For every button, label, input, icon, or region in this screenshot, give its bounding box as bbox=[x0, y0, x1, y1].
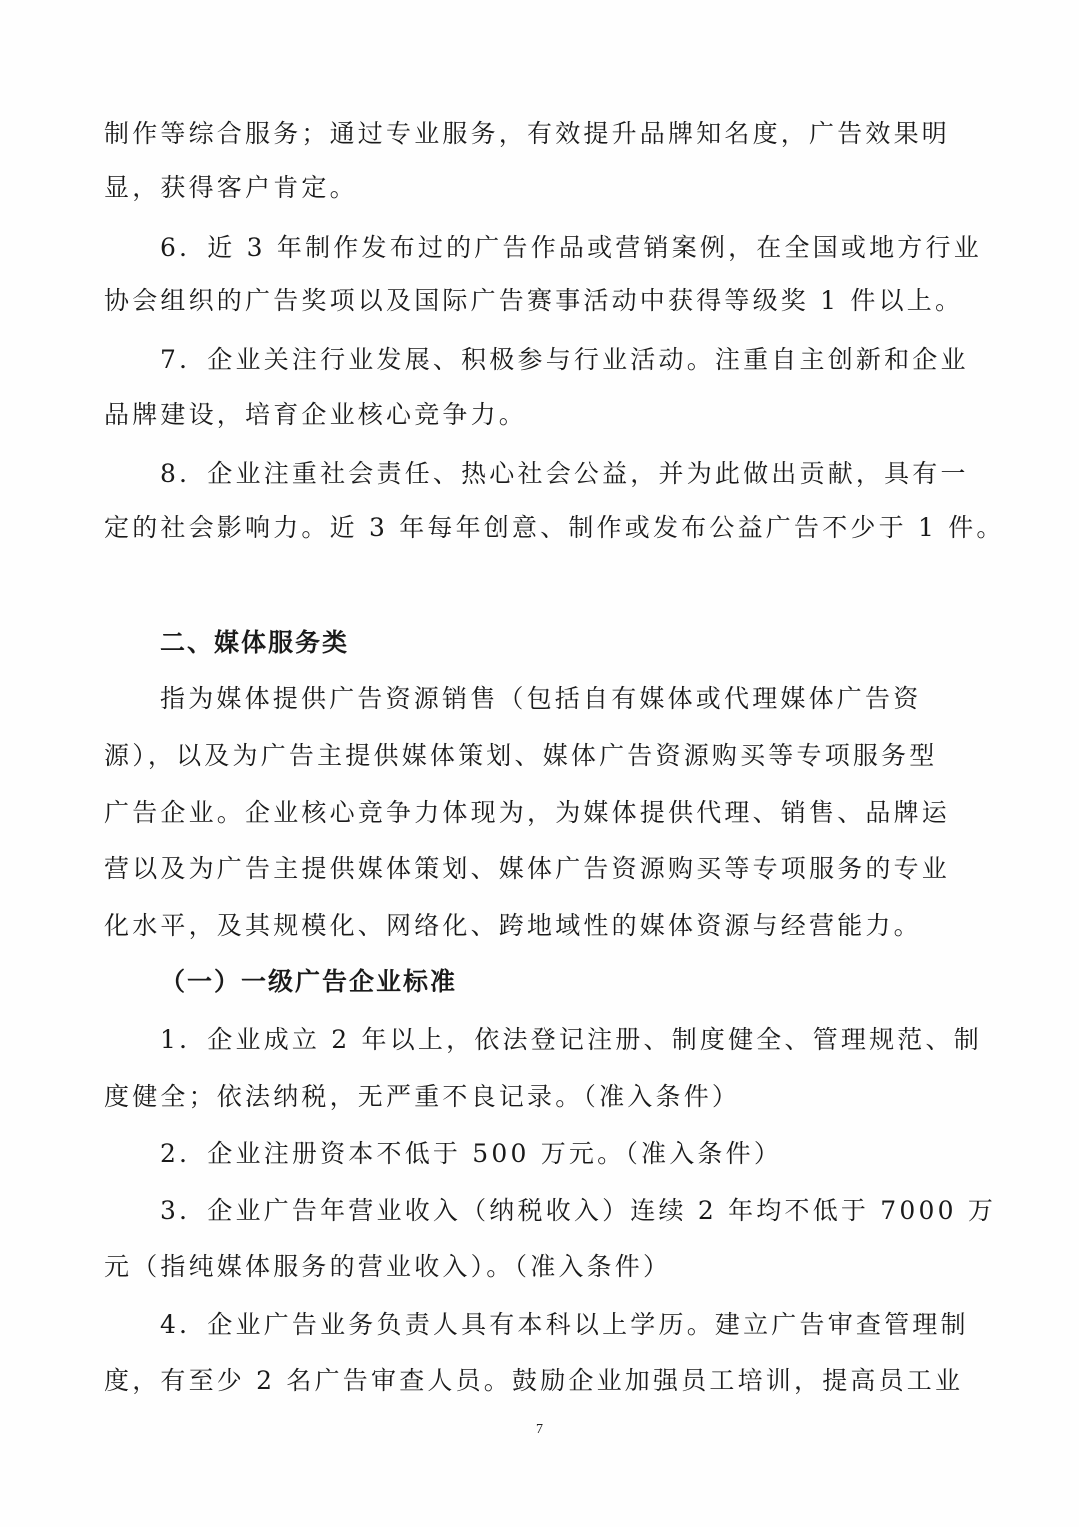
paragraph-line: 化水平，及其规模化、网络化、跨地域性的媒体资源与经营能力。 bbox=[104, 911, 922, 940]
section-heading: 二、媒体服务类 bbox=[160, 628, 350, 657]
paragraph-line: 制作等综合服务；通过专业服务，有效提升品牌知名度，广告效果明 bbox=[104, 119, 951, 148]
paragraph-line: 显，获得客户肯定。 bbox=[104, 173, 358, 202]
paragraph-line: 定的社会影响力。近 3 年每年创意、制作或发布公益广告不少于 1 件。 bbox=[104, 513, 1005, 542]
paragraph-line: 品牌建设，培育企业核心竞争力。 bbox=[104, 400, 528, 429]
paragraph-line: 度健全；依法纳税，无严重不良记录。（准入条件） bbox=[104, 1082, 741, 1111]
paragraph-line: 7．企业关注行业发展、积极参与行业活动。注重自主创新和企业 bbox=[160, 345, 969, 374]
paragraph-line: 元（指纯媒体服务的营业收入）。（准入条件） bbox=[104, 1252, 672, 1281]
paragraph-line: 4．企业广告业务负责人具有本科以上学历。建立广告审查管理制 bbox=[160, 1310, 969, 1339]
paragraph-line: 指为媒体提供广告资源销售（包括自有媒体或代理媒体广告资 bbox=[160, 684, 922, 713]
paragraph-line: 8．企业注重社会责任、热心社会公益，并为此做出贡献，具有一 bbox=[160, 459, 969, 488]
paragraph-line: 1．企业成立 2 年以上，依法登记注册、制度健全、管理规范、制 bbox=[160, 1025, 982, 1054]
paragraph-line: 6．近 3 年制作发布过的广告作品或营销案例，在全国或地方行业 bbox=[160, 233, 982, 262]
paragraph-line: 协会组织的广告奖项以及国际广告赛事活动中获得等级奖 1 件以上。 bbox=[104, 286, 964, 315]
paragraph-line: 3．企业广告年营业收入（纳税收入）连续 2 年均不低于 7000 万 bbox=[160, 1196, 997, 1225]
paragraph-line: 源），以及为广告主提供媒体策划、媒体广告资源购买等专项服务型 bbox=[104, 741, 938, 770]
paragraph-line: 度，有至少 2 名广告审查人员。鼓励企业加强员工培训，提高员工业 bbox=[104, 1366, 964, 1395]
page-number: 7 bbox=[536, 1422, 543, 1437]
paragraph-line: 2．企业注册资本不低于 500 万元。（准入条件） bbox=[160, 1139, 783, 1168]
paragraph-line: 营以及为广告主提供媒体策划、媒体广告资源购买等专项服务的专业 bbox=[104, 854, 951, 883]
subsection-heading: （一）一级广告企业标准 bbox=[160, 967, 458, 996]
paragraph-line: 广告企业。企业核心竞争力体现为，为媒体提供代理、销售、品牌运 bbox=[104, 798, 951, 827]
